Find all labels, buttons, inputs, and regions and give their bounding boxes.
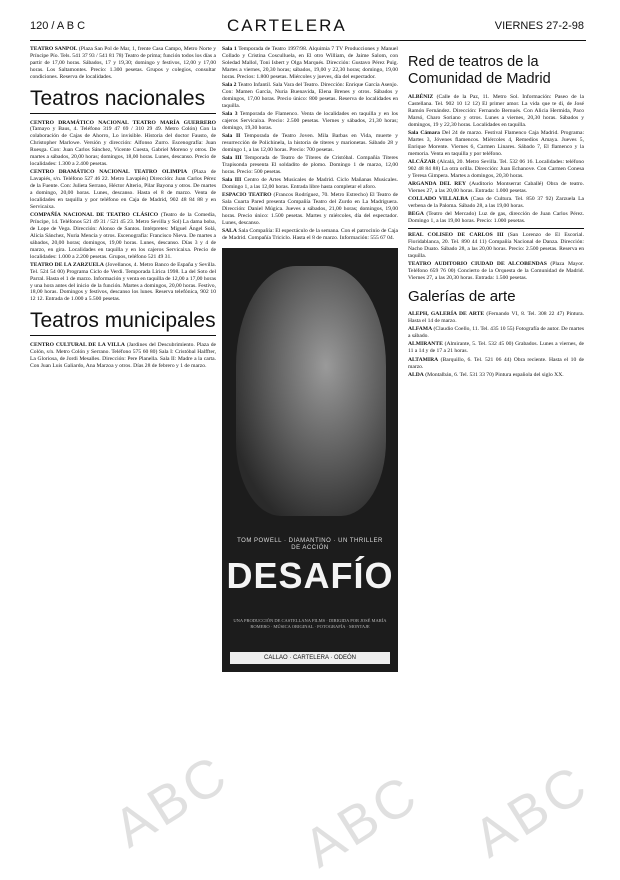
listing-entry: ALDA (Montalbán, 6. Tel. 531 33 70) Pintura española del siglo XX. — [408, 371, 564, 378]
listing-entry: Sala Cámara Del 24 de marzo. Festival Flamenco Caja Madrid. Programa: Martes 3, Jóvenes flamencos. Miércoles 4, Remedios Amaya. Jueves 5, Enrique Morente. Viernes 6, Carmen Linares. Sábado 7, El flamenco y la memoria. Venta en taquilla y por teléfono. — [408, 129, 584, 157]
poster-tagline: TOM POWELL · DIAMANTINO · UN THRILLER DE ACCIÓN — [237, 538, 383, 552]
listing-entry: Sala III Temporada de Teatro de Títeres de Cristóbal. Compañía Títeres Trapisonda presenta El soldadito de plomo. Domingo 1 de marzo, 12,00 horas. Precio: 500 pesetas. — [222, 155, 398, 175]
watermark: ABC — [463, 752, 600, 870]
watermark: ABC — [293, 762, 430, 880]
listing-entry: ARGANDA DEL REY (Auditorio Montserrat Caballé) Obra de teatro. Viernes 27, a las 20,00 horas. Entrada: 1.000 pesetas. — [408, 181, 584, 194]
issue-date: VIERNES 27-2-98 — [494, 20, 584, 32]
column-2 — [222, 46, 398, 858]
column-1 — [30, 46, 216, 858]
listing-entry: Sala III Centro de Artes Musicales de Madrid. Ciclo Mañanas Musicales. Domingo 1, a las 12,00 horas. Entrada libre hasta completar el aforo. — [222, 177, 398, 191]
listing-entry: ALBÉNIZ (Calle de la Paz, 11. Metro Sol. Información: Paseo de la Castellana. Tel. 902 10 12 12) El primer amor. La vida que te di, de José Ramón Fernández. Dirección: Fernando Bernués. Con Alicia Hermida, Paco Marsó, Charo Soriano y otros. Lunes a viernes, 20,30 horas. Sábados y domingos, 19 y 22,30 horas. Localidades en taquilla. — [408, 94, 584, 128]
listing-entry: TEATRO DE LA ZARZUELA (Jovellanos, 4. Metro Banco de España y Sevilla. Tel. 524 54 00) Programa Ciclo de Verdi. Temporada Lírica 1998. La del Soto del Parral. Hasta el 1 de marzo. Información y venta en taquilla de 12,00 a 17,00 horas y una hora antes del inicio de la función. Martes a domingos, 20,00 horas. Festivo, 18,00 horas. Domingos y festivos, descanso los lunes. Reserva telefónica, 902 10 12 12. Entrada de 1.000 a 5.500 pesetas. — [30, 261, 216, 303]
listing-entry: CENTRO DRAMÁTICO NACIONAL TEATRO OLIMPIA (Plaza de Lavapiés, s/n. Teléfono 527 46 22. Metro Lavapiés) Dirección: Juan Carlos Pérez de la Fuente. Con: Julieta Serrano, Héctor Alterio, Pilar Bayona y otros. De martes a domingo, 20,00 horas. Lunes, descanso. Hasta el 8 de marzo. Venta de localidades en taquilla y por teléfono en Caja de Madrid, 902 48 84 88 y en Servicaixa. — [30, 169, 216, 210]
listing-entry: BEGA (Teatro del Mercado) Luz de gas, dirección de Juan Carlos Pérez. Domingo 1, a las 19,00 horas. Precio: 1.000 pesetas. — [408, 211, 584, 225]
page-number: 120 / A B C — [30, 20, 86, 32]
page-header — [30, 18, 586, 41]
listing-entry: ESPACIO TEATRO (Francos Rodríguez, 70. Metro Estrecho) El Teatro de Sala Cuarta Pared presenta Compañía Teatro del Zurdo en La Madriguera. Dirección: Daniel Múgica. Jueves a sábados, 21,00 horas; domingos, 19,00 horas. Precio único: 1.500 pesetas. Martes y miércoles, día del espectador. Lunes, descanso. — [222, 192, 398, 227]
poster-face-image — [236, 266, 386, 516]
listing-entry: ALEPH, GALERÍA DE ARTE (Fernando VI, 8. Tel. 308 22 47) Pintura. Hasta el 14 de marzo. — [408, 311, 584, 324]
column-3 — [408, 46, 584, 858]
listing-entry: CENTRO DRAMÁTICO NACIONAL TEATRO MARÍA GUERRERO (Tamayo y Baus, 4. Teléfono 319 47 69 / 310 29 49. Metro Colón) Con la colaboración de Cajas de Ahorro, Lo invisible. Historia del doctor Fausto, de Christopher Marlowe. Versión y dirección: Alfonso Zurro. Escenografía: Juan Ruesga. Con: Juan Carlos Sánchez, Vicente Cuesta, Gabriel Moreno y otros. De martes a sábados, 20,00 horas; domingos, 18,00 horas. Lunes, descanso. Precio de localidades: 1.300 a 2.400 pesetas. — [30, 119, 216, 167]
section-name: CARTELERA — [227, 16, 347, 35]
listing-entry: COLLADO VILLALBA (Casa de Cultura. Tel. 850 37 92) Zarzuela La verbena de la Paloma. Sábado 28, a las 19,00 horas. — [408, 196, 584, 210]
listing-entry: Sala II Temporada de Teatro Joven. Mila Barbas en Vida, muerte y resurrección de Polichinela, la historia de títeres y marionetas. Sábado 28 y domingo 1, a las 12,00 horas. Precio: 700 pesetas. — [222, 133, 398, 153]
divider — [408, 228, 584, 229]
poster-credits: UNA PRODUCCIÓN DE CASTELLANA FILMS · DIRIGIDA POR JOSÉ MARÍA ROMERO · MÚSICA ORIGINAL · FOTOGRAFÍA · MONTAJE — [233, 618, 387, 629]
listing-entry: SALA Sala Compañía: El espectáculo de la semana. Con el patrocinio de Caja de Madrid. Compañía Triciclo. Hasta el 8 de marzo. Información: 555 67 04. — [222, 228, 398, 242]
listing-entry: REAL COLISEO DE CARLOS III (San Lorenzo de El Escorial. Floridablanca, 20. Tel. 890 44 11) Compañía Nacional de Danza. Dirección: Nacho Duato. Sábado 28, a las 20,00 horas. Precio: 2.500 pesetas. Reserva en taquilla. — [408, 232, 584, 259]
movie-poster-ad — [222, 248, 398, 672]
listing-entry: ALTAMIRA (Barquillo, 6. Tel. 521 06 44) Obra reciente. Hasta el 10 de marzo. — [408, 356, 584, 370]
listing-entry: Sala 2 Teatro Infantil. Sala Vara del Teatro. Dirección: Enrique García Asenjo. Con: Mamen García, Nuria Buenavida, Elena Brenes y otros. Sábados y domingos, 17,00 horas. Precio único: 800 pesetas. Reserva de localidades en taquilla. — [222, 81, 398, 109]
listing-entry: Sala 3 Temporada de Flamenco. Venta de localidades en taquilla y en los cajeros Servicaixa. Precio: 2.500 pesetas. Viernes y sábados, 21,30 horas; domingo, 19,30 horas. — [222, 110, 398, 131]
section-title-red-de-teatros: Red de teatros de la Comunidad de Madrid — [408, 54, 551, 87]
watermark: ABC — [103, 742, 240, 860]
listing-entry: ALCÁZAR (Alcalá, 20. Metro Sevilla. Tel. 532 06 16. Localidades: teléfono 902 48 84 88) La otra orilla. Dirección: Juan Echanove. Con Carmen Conesa y Teresa Gimpera. Martes a domingos, 20,30 horas. — [408, 158, 584, 179]
listing-entry: ALMIRANTE (Almirante, 5. Tel. 532 45 00) Grabados. Lunes a viernes, de 11 a 14 y de 17 a 21 horas. — [408, 341, 584, 355]
listing-entry: ALFAMA (Claudio Coello, 11. Tel. 435 10 55) Fotografía de autor. De martes a sábado. — [408, 326, 584, 340]
section-title-galerias-de-arte: Galerías de arte — [408, 288, 516, 305]
listing-entry: COMPAÑÍA NACIONAL DE TEATRO CLÁSICO (Teatro de la Comedia, Príncipe, 14. Teléfonos 521 49 31 / 521 45 23. Metro Sevilla y Sol) La dama boba, de Lope de Vega. Dirección: Alonso de Santos. Intérpretes: Miguel Ángel Solá, Alicia Sánchez, Nuria Mencía y otros. Escenografía: Francisco Nieva. De martes a sábados, 20,00 horas; domingos, 19,00 horas. Lunes, descanso. Días 3 y 4 de marzo, en gira. Localidades en taquilla y en los cajeros Servicaixa. Precio de localidades: 1.000 a 2.200 pesetas. Grupos, teléfono 521 49 31. — [30, 212, 216, 260]
listing-entry: TEATRO SANPOL (Plaza San Pol de Mar, 1, frente Casa Campo, Metro Norte y Príncipe Pío. Tels. 541 37 93 / 541 81 78) Teatro de prima; función todos los días a partir de 17,00 horas. Sábados, 17 y 19,30; domingo y festivos, 12,00 y 17,00 horas. Los Saltamontes. Precio: 1.300 pesetas. Grupos y colegios, consultar condiciones. Reserva de localidades. — [30, 46, 216, 80]
listing-entry: TEATRO AUDITORIO CIUDAD DE ALCOBENDAS (Plaza Mayor. Teléfono 659 76 00) Concierto de la Orquesta de la Comunidad de Madrid. Viernes 27, a las 20,30 horas. Entrada: 1.500 pesetas. — [408, 261, 584, 282]
poster-cinema-bar: CALLAO · CARTELERA · ODEÓN — [230, 652, 390, 664]
section-title-teatros-municipales: Teatros municipales — [30, 309, 216, 336]
section-title-teatros-nacionales: Teatros nacionales — [30, 87, 216, 114]
listing-entry: CENTRO CULTURAL DE LA VILLA (Jardines del Descubrimiento. Plaza de Colón, s/n. Metro Colón y Serrano. Teléfono 575 60 80) Sala I: Cristóbal Halffter, La Gloriosa, de Jordi Mesalles. Dirección: Pere Planella. Sala II: Madre a la carta. Con Juan Luis Galiardo, Ana Marzoa y otros. Días 28 de febrero y 1 de marzo. — [30, 342, 216, 369]
listing-entry: Sala 1 Temporada de Teatro 1997/98. Alquimia 7 TV Producciones y Manuel Collado y Cristina Cosculluela, en El otro William, de Jaime Salom, con Soledad Mallol, Toni Isbert y Olga Marqués. Dirección: Gustavo Pérez Puig. Martes a viernes, 20,30 horas; sábados, 19,00 y 22,30 horas; domingo, 19,00 horas. Precios: 1.800 pesetas. Miércoles y jueves, día del espectador. — [222, 46, 398, 80]
poster-title: DESAFÍO — [226, 555, 394, 597]
